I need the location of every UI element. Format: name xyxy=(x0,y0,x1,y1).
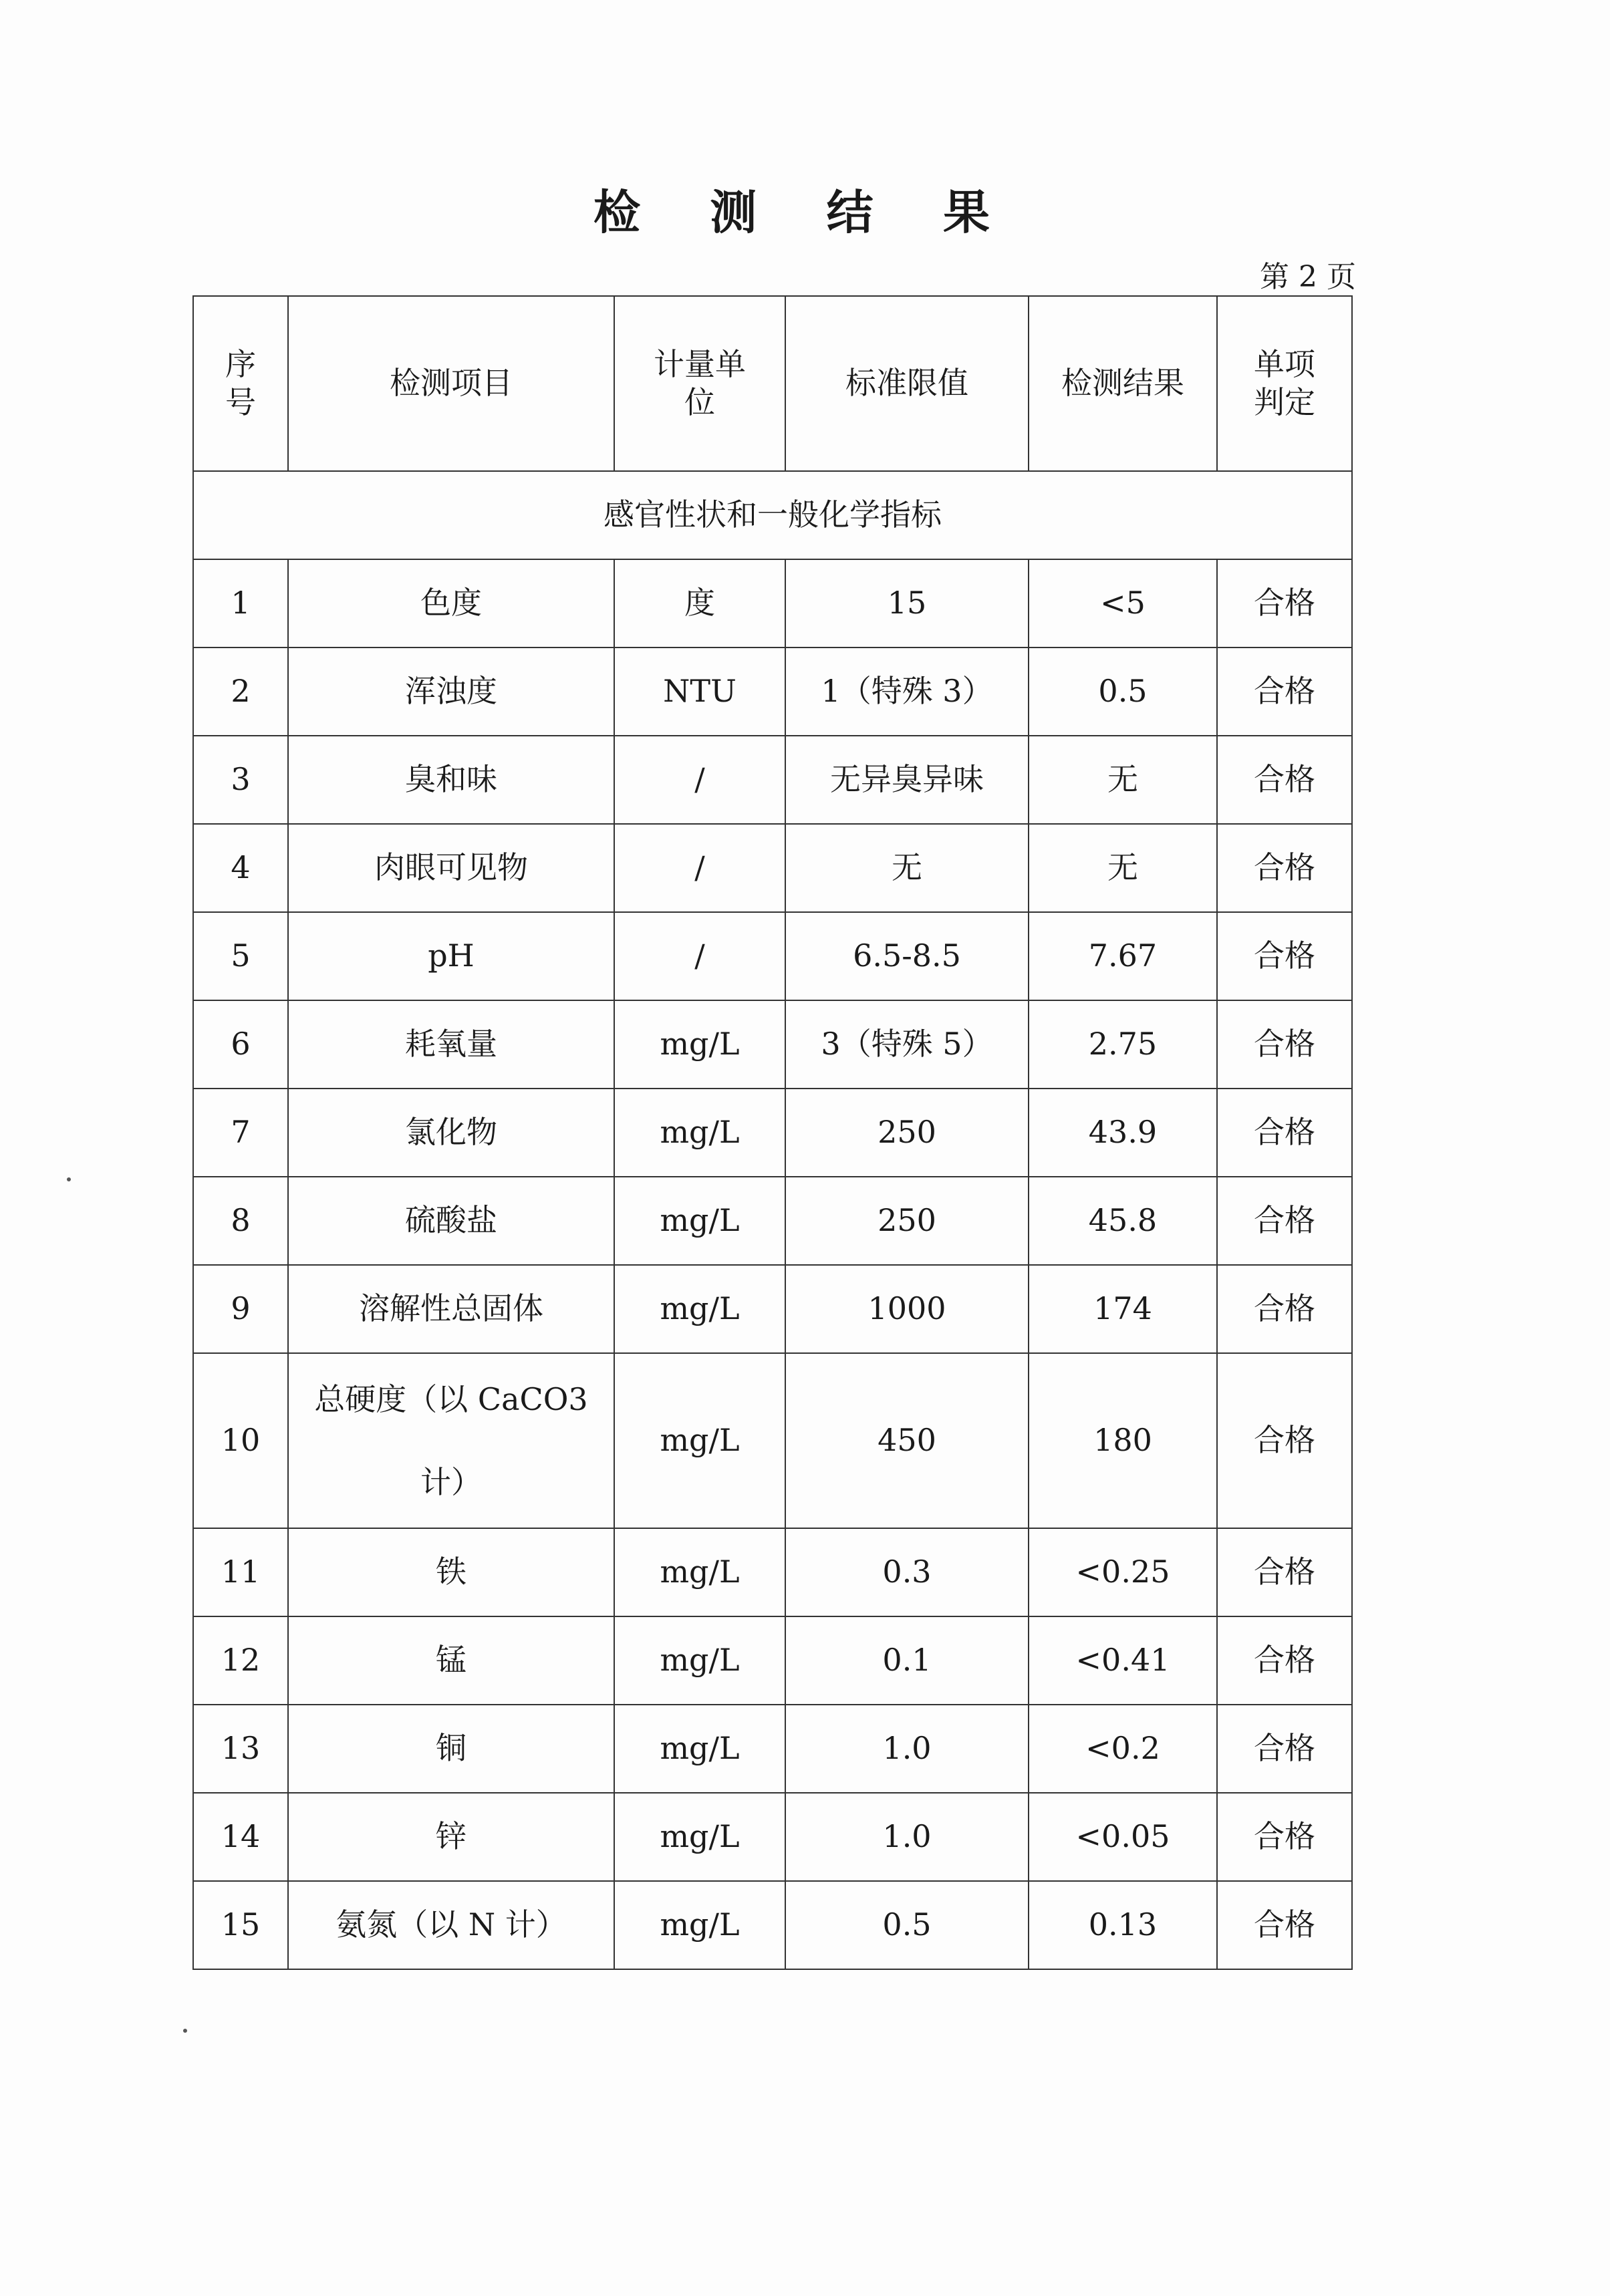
cell-judgment: 合格 xyxy=(1217,1528,1352,1616)
cell-limit: 无 xyxy=(785,824,1029,912)
cell-unit: mg/L xyxy=(614,1353,785,1528)
cell-judgment: 合格 xyxy=(1217,1265,1352,1353)
cell-result: 174 xyxy=(1029,1265,1217,1353)
cell-seq: 15 xyxy=(193,1881,288,1969)
cell-result: 0.5 xyxy=(1029,648,1217,736)
cell-judgment: 合格 xyxy=(1217,1353,1352,1528)
table-row xyxy=(193,1705,1352,1793)
cell-limit: 250 xyxy=(785,1177,1029,1265)
header-judgment: 单项 判定 xyxy=(1217,296,1352,471)
cell-limit: 3（特殊 5） xyxy=(785,1000,1029,1089)
header-limit: 标准限值 xyxy=(785,296,1029,471)
table-row xyxy=(193,1089,1352,1177)
cell-result: 0.13 xyxy=(1029,1881,1217,1969)
cell-seq: 12 xyxy=(193,1616,288,1705)
cell-judgment: 合格 xyxy=(1217,736,1352,824)
cell-limit: 0.5 xyxy=(785,1881,1029,1969)
cell-judgment: 合格 xyxy=(1217,824,1352,912)
cell-seq: 10 xyxy=(193,1353,288,1528)
cell-limit: 1.0 xyxy=(785,1705,1029,1793)
cell-judgment: 合格 xyxy=(1217,559,1352,648)
cell-judgment: 合格 xyxy=(1217,1881,1352,1969)
cell-result: <0.41 xyxy=(1029,1616,1217,1705)
cell-seq: 6 xyxy=(193,1000,288,1089)
cell-limit: 1000 xyxy=(785,1265,1029,1353)
cell-item: 氨氮（以 N 计） xyxy=(288,1881,614,1969)
cell-limit: 0.1 xyxy=(785,1616,1029,1705)
table-row xyxy=(193,1793,1352,1881)
cell-unit: mg/L xyxy=(614,1881,785,1969)
cell-seq: 9 xyxy=(193,1265,288,1353)
cell-result: 无 xyxy=(1029,824,1217,912)
cell-unit: / xyxy=(614,824,785,912)
cell-result: 2.75 xyxy=(1029,1000,1217,1089)
results-table xyxy=(192,295,1353,1970)
cell-item: 耗氧量 xyxy=(288,1000,614,1089)
cell-judgment: 合格 xyxy=(1217,1089,1352,1177)
cell-result: <5 xyxy=(1029,559,1217,648)
cell-seq: 8 xyxy=(193,1177,288,1265)
page-title: 检 测 结 果 xyxy=(593,184,1017,240)
table-row xyxy=(193,1616,1352,1705)
cell-item: 铜 xyxy=(288,1705,614,1793)
table-row xyxy=(193,824,1352,912)
cell-judgment: 合格 xyxy=(1217,1705,1352,1793)
header-unit: 计量单 位 xyxy=(614,296,785,471)
cell-judgment: 合格 xyxy=(1217,1793,1352,1881)
table-row xyxy=(193,1353,1352,1528)
cell-result: <0.25 xyxy=(1029,1528,1217,1616)
cell-unit: mg/L xyxy=(614,1089,785,1177)
cell-item: 色度 xyxy=(288,559,614,648)
header-seq: 序 号 xyxy=(193,296,288,471)
cell-item: 溶解性总固体 xyxy=(288,1265,614,1353)
cell-unit: mg/L xyxy=(614,1793,785,1881)
cell-seq: 11 xyxy=(193,1528,288,1616)
cell-seq: 13 xyxy=(193,1705,288,1793)
cell-item: 臭和味 xyxy=(288,736,614,824)
header-result: 检测结果 xyxy=(1029,296,1217,471)
cell-judgment: 合格 xyxy=(1217,1000,1352,1089)
cell-item: 锌 xyxy=(288,1793,614,1881)
cell-seq: 7 xyxy=(193,1089,288,1177)
cell-seq: 14 xyxy=(193,1793,288,1881)
table-row xyxy=(193,1528,1352,1616)
cell-item: pH xyxy=(288,912,614,1000)
cell-item: 铁 xyxy=(288,1528,614,1616)
table-row xyxy=(193,648,1352,736)
cell-judgment: 合格 xyxy=(1217,912,1352,1000)
cell-item: 硫酸盐 xyxy=(288,1177,614,1265)
cell-limit: 6.5-8.5 xyxy=(785,912,1029,1000)
cell-unit: mg/L xyxy=(614,1705,785,1793)
section-row xyxy=(193,471,1352,559)
cell-seq: 4 xyxy=(193,824,288,912)
cell-limit: 0.3 xyxy=(785,1528,1029,1616)
table-row xyxy=(193,1177,1352,1265)
cell-judgment: 合格 xyxy=(1217,1177,1352,1265)
cell-item: 锰 xyxy=(288,1616,614,1705)
cell-seq: 3 xyxy=(193,736,288,824)
table-row xyxy=(193,1000,1352,1089)
cell-unit: 度 xyxy=(614,559,785,648)
cell-result: 7.67 xyxy=(1029,912,1217,1000)
cell-seq: 1 xyxy=(193,559,288,648)
cell-item: 氯化物 xyxy=(288,1089,614,1177)
cell-result: 180 xyxy=(1029,1353,1217,1528)
header-row xyxy=(193,296,1352,471)
table-row xyxy=(193,559,1352,648)
section-title: 感官性状和一般化学指标 xyxy=(193,471,1352,559)
page-number: 第 2 页 xyxy=(1260,260,1356,294)
table-row xyxy=(193,1881,1352,1969)
table-row xyxy=(193,1265,1352,1353)
cell-unit: mg/L xyxy=(614,1528,785,1616)
cell-limit: 450 xyxy=(785,1353,1029,1528)
cell-unit: mg/L xyxy=(614,1000,785,1089)
cell-judgment: 合格 xyxy=(1217,648,1352,736)
cell-unit: NTU xyxy=(614,648,785,736)
scan-speck xyxy=(183,2029,187,2033)
cell-result: <0.05 xyxy=(1029,1793,1217,1881)
cell-unit: mg/L xyxy=(614,1177,785,1265)
cell-result: 无 xyxy=(1029,736,1217,824)
cell-unit: mg/L xyxy=(614,1265,785,1353)
cell-result: 43.9 xyxy=(1029,1089,1217,1177)
cell-unit: / xyxy=(614,736,785,824)
cell-judgment: 合格 xyxy=(1217,1616,1352,1705)
header-item: 检测项目 xyxy=(288,296,614,471)
cell-limit: 250 xyxy=(785,1089,1029,1177)
cell-limit: 1.0 xyxy=(785,1793,1029,1881)
cell-unit: mg/L xyxy=(614,1616,785,1705)
cell-unit: / xyxy=(614,912,785,1000)
cell-seq: 2 xyxy=(193,648,288,736)
cell-item: 总硬度（以 CaCO3 计） xyxy=(288,1353,614,1528)
cell-limit: 1（特殊 3） xyxy=(785,648,1029,736)
cell-limit: 15 xyxy=(785,559,1029,648)
table-row xyxy=(193,736,1352,824)
cell-seq: 5 xyxy=(193,912,288,1000)
cell-result: 45.8 xyxy=(1029,1177,1217,1265)
cell-item: 肉眼可见物 xyxy=(288,824,614,912)
cell-limit: 无异臭异味 xyxy=(785,736,1029,824)
cell-item: 浑浊度 xyxy=(288,648,614,736)
table-row xyxy=(193,912,1352,1000)
scan-speck xyxy=(67,1177,71,1181)
cell-result: <0.2 xyxy=(1029,1705,1217,1793)
